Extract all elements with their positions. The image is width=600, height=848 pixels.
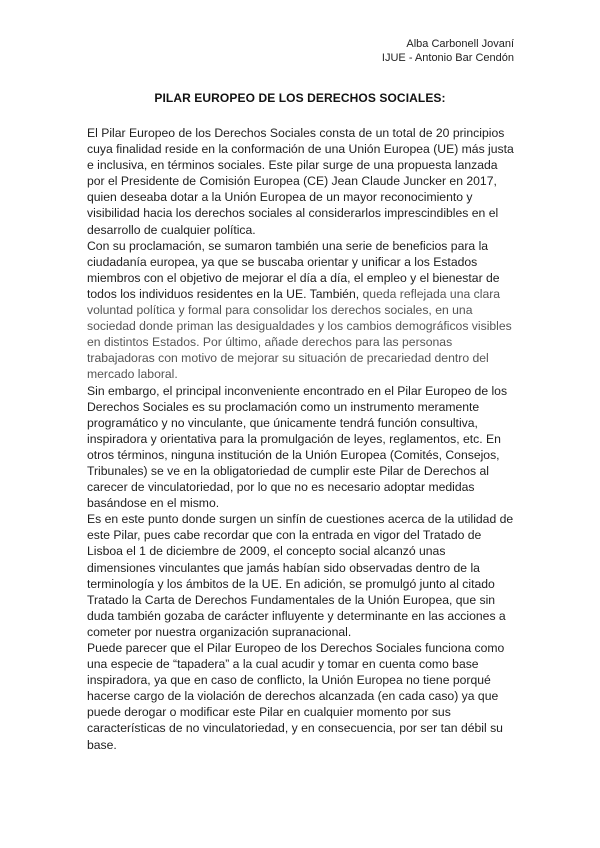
document-title: PILAR EUROPEO DE LOS DERECHOS SOCIALES: — [154, 91, 446, 105]
paragraph-text-muted: queda reflejada una clara voluntad política y formal para consolidar los derechos sociales, en una sociedad donde priman las desigualdades y los cambios demográficos visibles en distintos Estados. Por último, añade derechos para las personas trabajadoras con motivo de mejorar su situación de precariedad dentro del mercado laboral. — [87, 286, 512, 382]
paragraph-text: El Pilar Europeo de los Derechos Sociales consta de un total de 20 principios cuya finalidad reside en la conformación de una Unión Europea (UE) más justa e inclusiva, en términos sociales. Este pilar surge de una propuesta lanzada por el Presidente de Comisión Europea (CE) Jean Claude Juncker en 2017, quien deseaba dotar a la Unión Europea de un mayor reconocimiento y visibilidad hacia los derechos sociales al considerarlos imprescindibles en el desarrollo de cualquier política. — [87, 126, 514, 237]
paragraph-text: Es en este punto donde surgen un sinfín de cuestiones acerca de la utilidad de este Pilar, pues cabe recordar que con la entrada en vigor del Tratado de Lisboa el 1 de diciembre de 2009, el concepto social alcanzó unas dimensiones vinculantes que jamás habían sido observadas dentro de la terminología y los ámbitos de la UE. En adición, se promulgó junto al citado Tratado la Carta de Derechos Fundamentales de la Unión Europea, que sin duda también gozaba de carácter influyente y determinante en las acciones a cometer por nuestra organización supranacional. — [87, 512, 514, 639]
paragraph-1 — [87, 125, 517, 238]
paragraph-4 — [87, 511, 517, 640]
paragraph-text: Sin embargo, el principal inconveniente encontrado en el Pilar Europeo de los Derechos Sociales es su proclamación como un instrumento meramente programático y no vinculante, que únicamente tendrá función consultiva, inspiradora y orientativa para la promulgación de leyes, reglamentos, etc. En otros términos, ninguna institución de la Unión Europea (Comités, Consejos, Tribunales) se ve en la obligatoriedad de cumplir este Pilar de Derechos al carecer de vinculatoriedad, por lo que no es necesario adoptar medidas basándose en el mismo. — [87, 383, 508, 511]
paragraph-text: Puede parecer que el Pilar Europeo de los Derechos Sociales funciona como una especie de “tapadera” a la cual acudir y tomar en cuenta como base inspiradora, ya que en caso de conflicto, la Unión Europea no tiene porqué hacerse cargo de la violación de derechos alcanzada (en cada caso) ya que puede derogar o modificar este Pilar en cualquier momento por sus características de no vinculatoriedad, y en consecuencia, por ser tan débil su base. — [87, 641, 505, 752]
document-header — [382, 37, 514, 65]
paragraph-5 — [87, 640, 517, 753]
paragraph-3 — [87, 383, 517, 512]
document-body — [87, 125, 517, 753]
author-name: Alba Carbonell Jovaní — [406, 38, 514, 50]
course-info: IJUE - Antonio Bar Cendón — [381, 52, 514, 64]
paragraph-2 — [87, 238, 517, 383]
paragraph-text: Con su proclamación, se sumaron también una serie de beneficios para la ciudadanía europea, ya que se buscaba orientar y unificar a los Estados miembros con el objetivo de mejorar el día a día, el empleo y el bienestar de todos los individuos residentes en la UE. También, — [87, 238, 500, 301]
